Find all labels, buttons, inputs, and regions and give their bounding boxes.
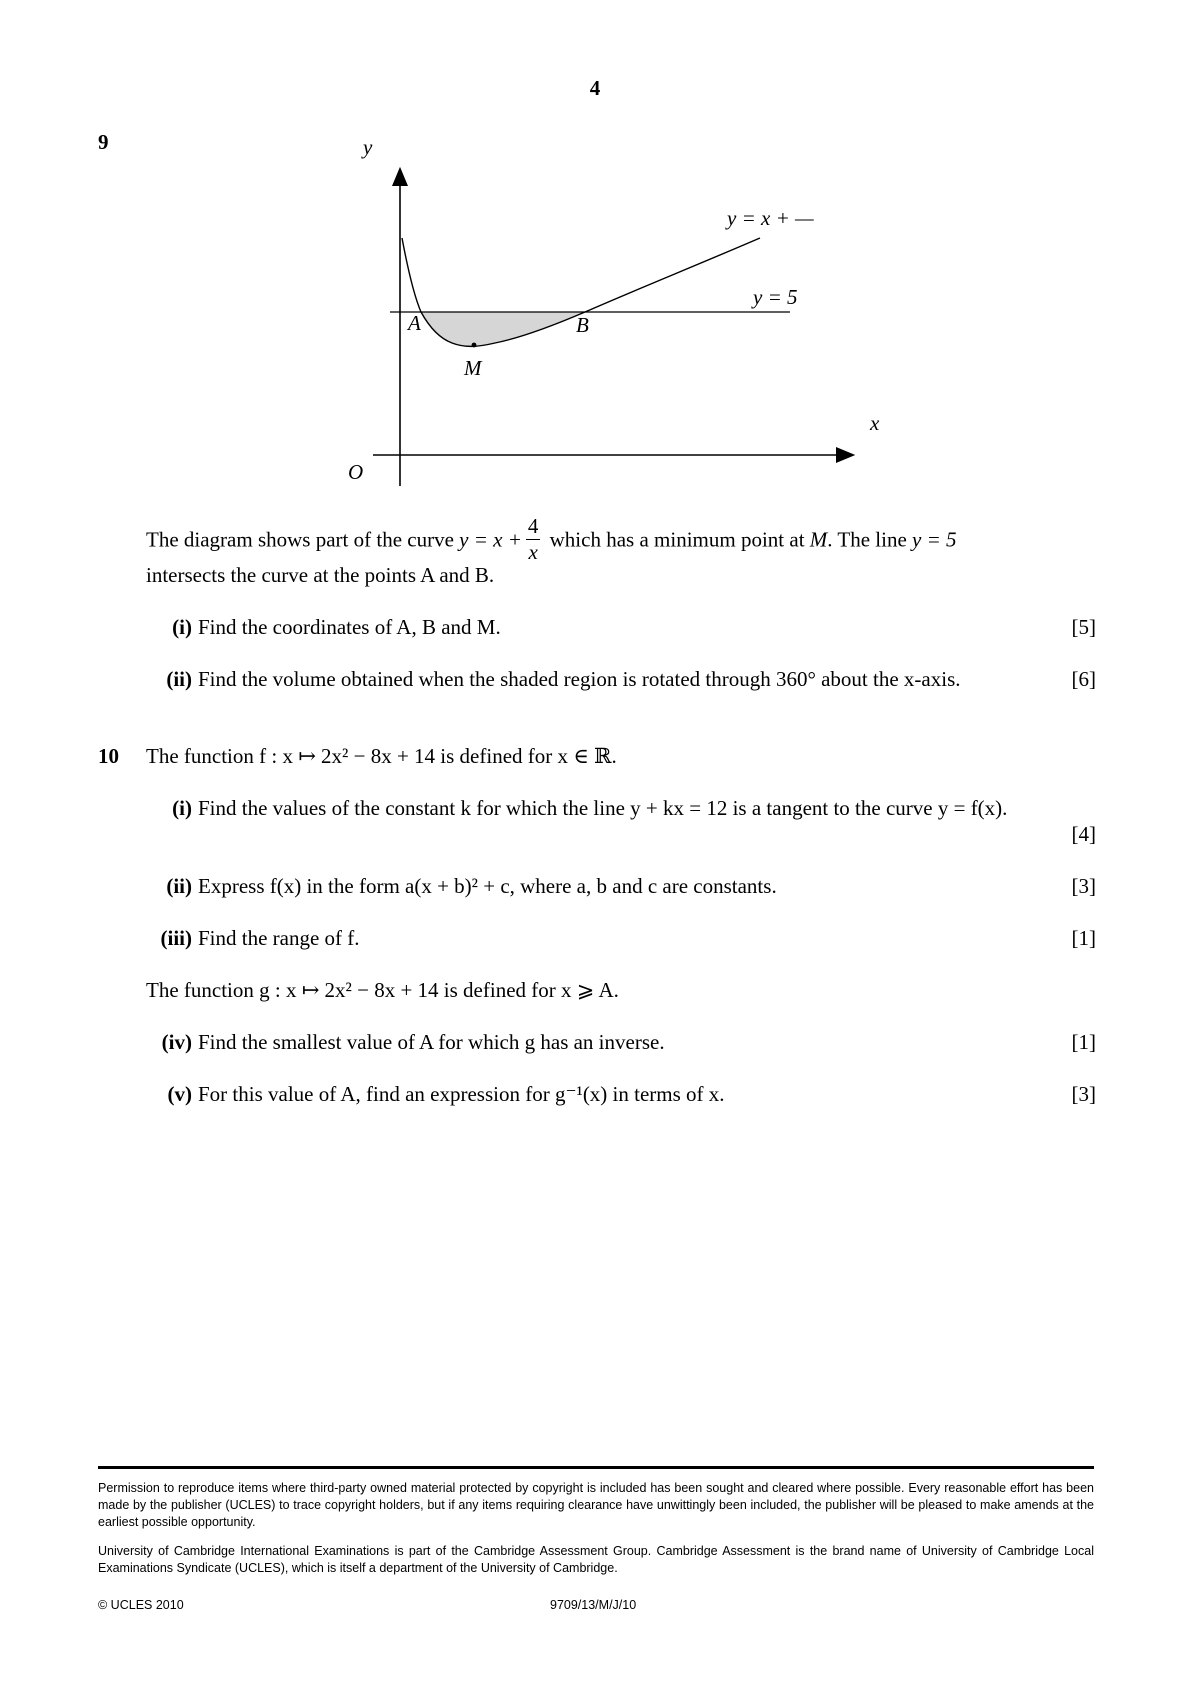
- curve-label: y = x + —: [727, 206, 814, 230]
- intro-text: which has a minimum point at: [549, 527, 805, 552]
- footer-ucie: University of Cambridge International Examinations is part of the Cambridge Assessment Group. Cambridge Assessment is the brand name of University of Cambridge Local Examinations Syndicate (UCLES), which is itself a department of the University of Cambridge.: [98, 1544, 1094, 1575]
- intro-text: . The line: [827, 527, 907, 552]
- part-text: Find the volume obtained when the shaded region is rotated through 360° about the x-axis.: [198, 667, 961, 691]
- fraction-denominator: x: [528, 540, 538, 564]
- marks: [3]: [1071, 1082, 1096, 1106]
- curve-diagram: [340, 140, 900, 490]
- question-number-9: 9: [98, 130, 109, 154]
- fraction-numerator: 4: [527, 514, 539, 538]
- fraction-4-over-x: [526, 516, 541, 563]
- intro-text: The diagram shows part of the curve: [146, 527, 454, 552]
- intro-point-m: M: [809, 527, 828, 552]
- part-text: For this value of A, find an expression for g⁻¹(x) in terms of x.: [198, 1082, 725, 1106]
- q10-part-iii: [142, 926, 1096, 951]
- minimum-point-m: [472, 343, 477, 348]
- q10-part-i: [142, 796, 1096, 821]
- q9-intro-line-2: intersects the curve at the points A and B.: [146, 563, 495, 587]
- marks: [3]: [1071, 874, 1096, 898]
- point-b-label: B: [576, 313, 589, 337]
- line-label: y = 5: [753, 285, 798, 309]
- marks: [5]: [1071, 615, 1096, 639]
- page-number: 4: [589, 76, 601, 100]
- q10-part-iv: [142, 1030, 1096, 1055]
- point-a-label: A: [408, 311, 421, 335]
- part-label: (ii): [166, 874, 192, 898]
- footer-code: 9709/13/M/J/10: [550, 1598, 637, 1612]
- origin-label: O: [348, 460, 364, 484]
- point-m-label: M: [464, 356, 482, 380]
- intro-line-eq: y = 5: [912, 527, 957, 552]
- part-text: Express f(x) in the form a(x + b)² + c, where a, b and c are constants.: [198, 874, 777, 898]
- part-label: (i): [172, 796, 192, 820]
- q10-intro: The function f : x ↦ 2x² − 8x + 14 is defined for x ∈ ℝ.: [146, 744, 617, 768]
- part-text: Find the smallest value of A for which g has an inverse.: [198, 1030, 665, 1054]
- q9-part-i: [142, 615, 1096, 640]
- part-text: Find the range of f.: [198, 926, 360, 950]
- marks: [4]: [1071, 822, 1096, 846]
- curve-equation: y = x +: [459, 527, 522, 552]
- marks: [1]: [1071, 1030, 1096, 1054]
- footer-rule: [98, 1466, 1094, 1469]
- part-label: (v): [167, 1082, 192, 1106]
- part-label: (ii): [166, 667, 192, 691]
- question-number-10: 10: [98, 744, 119, 768]
- y-axis-label: y: [363, 140, 373, 159]
- q10-part-v: [142, 1082, 1096, 1107]
- x-axis-label: x: [870, 411, 880, 435]
- footer-copyright: © UCLES 2010: [98, 1598, 184, 1612]
- q9-part-ii: [142, 667, 1096, 692]
- footer-permission: Permission to reproduce items where third-party owned material protected by copyright is included has been sought and cleared where possible. Every reasonable effort has been made by the publisher (UCLES) to trace copyright holders, but if any items requiring clearance have unwittingly been included, the publisher will be pleased to make amends at the earliest possible opportunity.: [98, 1481, 1094, 1529]
- q10-g-intro: The function g : x ↦ 2x² − 8x + 14 is defined for x ⩾ A.: [146, 978, 619, 1002]
- marks: [1]: [1071, 926, 1096, 950]
- part-text: Find the coordinates of A, B and M.: [198, 615, 501, 639]
- q10-part-ii: [142, 874, 1096, 899]
- part-label: (i): [172, 615, 192, 639]
- marks: [6]: [1071, 667, 1096, 691]
- part-label: (iv): [161, 1030, 192, 1054]
- part-text: Find the values of the constant k for which the line y + kx = 12 is a tangent to the curve y = f(x).: [198, 796, 1008, 820]
- q9-intro-line-1: [146, 514, 1096, 565]
- part-label: (iii): [160, 926, 192, 950]
